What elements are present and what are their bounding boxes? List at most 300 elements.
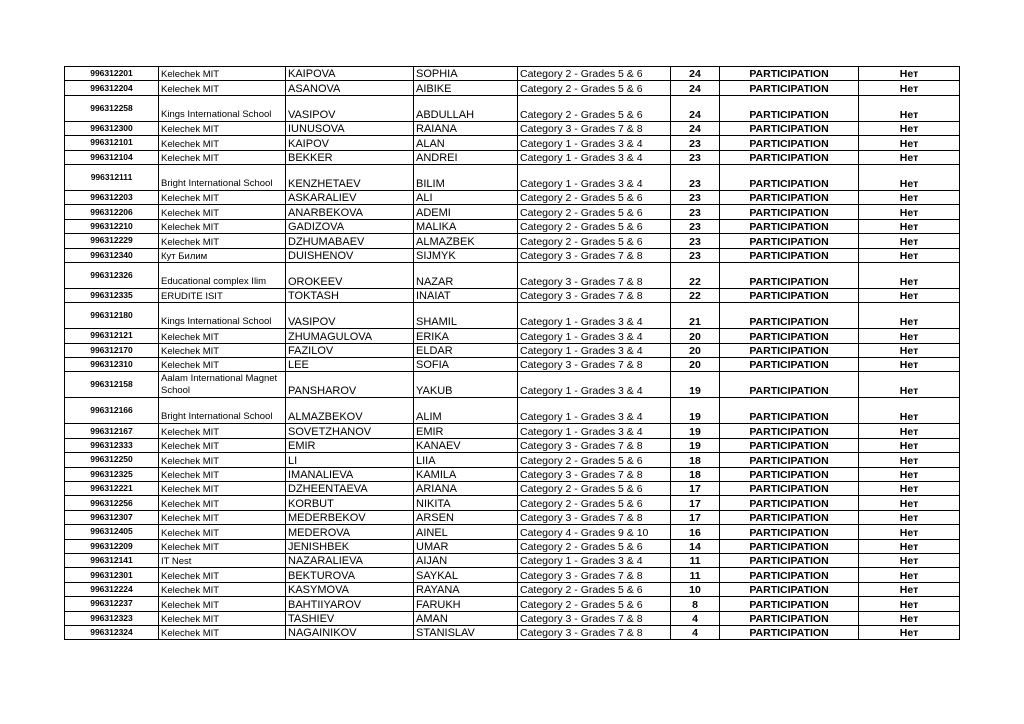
score-cell: 24 xyxy=(671,95,720,121)
category-cell: Category 1 - Grades 3 & 4 xyxy=(518,164,671,190)
category-cell: Category 2 - Grades 5 & 6 xyxy=(518,496,671,510)
table-row xyxy=(65,343,960,357)
table-row xyxy=(65,164,960,190)
note-cell: Нет xyxy=(859,205,960,219)
first-name-cell: STANISLAV xyxy=(414,625,518,639)
last-name-cell: ZHUMAGULOVA xyxy=(286,329,414,343)
table-row xyxy=(65,329,960,343)
note-cell: Нет xyxy=(859,398,960,424)
table-row xyxy=(65,597,960,611)
last-name-cell: PANSHAROV xyxy=(286,372,414,398)
last-name-cell: BEKKER xyxy=(286,150,414,164)
note-cell: Нет xyxy=(859,81,960,95)
award-cell: PARTICIPATION xyxy=(720,343,859,357)
score-cell: 23 xyxy=(671,205,720,219)
score-cell: 20 xyxy=(671,329,720,343)
school-name-cell: Kelechek MIT xyxy=(159,582,286,596)
first-name-cell: SAYKAL xyxy=(414,568,518,582)
student-id-cell: 996312158 xyxy=(65,372,159,398)
last-name-cell: EMIR xyxy=(286,438,414,452)
award-cell: PARTICIPATION xyxy=(720,205,859,219)
note-cell: Нет xyxy=(859,288,960,302)
student-id-cell: 996312405 xyxy=(65,525,159,539)
school-name-cell: IT Nest xyxy=(159,553,286,567)
note-cell: Нет xyxy=(859,234,960,248)
school-name-cell: Kelechek MIT xyxy=(159,438,286,452)
last-name-cell: DZHUMABAEV xyxy=(286,234,414,248)
score-cell: 20 xyxy=(671,343,720,357)
first-name-cell: SHAMIL xyxy=(414,303,518,329)
school-name-cell: Kelechek MIT xyxy=(159,136,286,150)
school-name-cell: Kelechek MIT xyxy=(159,150,286,164)
table-row xyxy=(65,424,960,438)
category-cell: Category 1 - Grades 3 & 4 xyxy=(518,303,671,329)
student-id-cell: 996312326 xyxy=(65,262,159,288)
table-row xyxy=(65,121,960,135)
student-id-cell: 996312209 xyxy=(65,539,159,553)
score-cell: 17 xyxy=(671,482,720,496)
last-name-cell: MEDEROVA xyxy=(286,525,414,539)
table-row xyxy=(65,81,960,95)
score-cell: 17 xyxy=(671,510,720,524)
table-body xyxy=(65,67,960,640)
student-id-cell: 996312101 xyxy=(65,136,159,150)
first-name-cell: EMIR xyxy=(414,424,518,438)
note-cell: Нет xyxy=(859,136,960,150)
table-row xyxy=(65,262,960,288)
table-row xyxy=(65,611,960,625)
category-cell: Category 3 - Grades 7 & 8 xyxy=(518,438,671,452)
first-name-cell: SIJMYK xyxy=(414,248,518,262)
last-name-cell: ANARBEKOVA xyxy=(286,205,414,219)
table-row xyxy=(65,398,960,424)
note-cell: Нет xyxy=(859,582,960,596)
award-cell: PARTICIPATION xyxy=(720,234,859,248)
score-cell: 23 xyxy=(671,248,720,262)
award-cell: PARTICIPATION xyxy=(720,611,859,625)
category-cell: Category 3 - Grades 7 & 8 xyxy=(518,358,671,372)
student-id-cell: 996312333 xyxy=(65,438,159,452)
last-name-cell: VASIPOV xyxy=(286,95,414,121)
category-cell: Category 3 - Grades 7 & 8 xyxy=(518,467,671,481)
table-row xyxy=(65,582,960,596)
note-cell: Нет xyxy=(859,467,960,481)
table-row xyxy=(65,190,960,204)
student-id-cell: 996312166 xyxy=(65,398,159,424)
note-cell: Нет xyxy=(859,372,960,398)
school-name-cell: Kelechek MIT xyxy=(159,205,286,219)
score-cell: 11 xyxy=(671,568,720,582)
last-name-cell: TASHIEV xyxy=(286,611,414,625)
score-cell: 22 xyxy=(671,288,720,302)
category-cell: Category 3 - Grades 7 & 8 xyxy=(518,625,671,639)
score-cell: 14 xyxy=(671,539,720,553)
category-cell: Category 3 - Grades 7 & 8 xyxy=(518,611,671,625)
last-name-cell: IMANALIEVA xyxy=(286,467,414,481)
last-name-cell: VASIPOV xyxy=(286,303,414,329)
note-cell: Нет xyxy=(859,329,960,343)
last-name-cell: ALMAZBEKOV xyxy=(286,398,414,424)
category-cell: Category 2 - Grades 5 & 6 xyxy=(518,190,671,204)
student-id-cell: 996312204 xyxy=(65,81,159,95)
category-cell: Category 3 - Grades 7 & 8 xyxy=(518,568,671,582)
first-name-cell: AIBIKE xyxy=(414,81,518,95)
table-row xyxy=(65,288,960,302)
last-name-cell: BAHTIIYAROV xyxy=(286,597,414,611)
last-name-cell: NAZARALIEVA xyxy=(286,553,414,567)
student-id-cell: 996312201 xyxy=(65,67,159,81)
note-cell: Нет xyxy=(859,424,960,438)
table-row xyxy=(65,525,960,539)
award-cell: PARTICIPATION xyxy=(720,67,859,81)
award-cell: PARTICIPATION xyxy=(720,372,859,398)
table-row xyxy=(65,438,960,452)
last-name-cell: KASYMOVA xyxy=(286,582,414,596)
score-cell: 23 xyxy=(671,190,720,204)
student-id-cell: 996312210 xyxy=(65,219,159,233)
note-cell: Нет xyxy=(859,303,960,329)
table-row xyxy=(65,205,960,219)
note-cell: Нет xyxy=(859,219,960,233)
last-name-cell: MEDERBEKOV xyxy=(286,510,414,524)
note-cell: Нет xyxy=(859,625,960,639)
note-cell: Нет xyxy=(859,67,960,81)
score-cell: 24 xyxy=(671,121,720,135)
award-cell: PARTICIPATION xyxy=(720,539,859,553)
student-id-cell: 996312258 xyxy=(65,95,159,121)
score-cell: 21 xyxy=(671,303,720,329)
category-cell: Category 2 - Grades 5 & 6 xyxy=(518,205,671,219)
note-cell: Нет xyxy=(859,597,960,611)
note-cell: Нет xyxy=(859,438,960,452)
score-cell: 24 xyxy=(671,81,720,95)
category-cell: Category 2 - Grades 5 & 6 xyxy=(518,597,671,611)
school-name-cell: Kelechek MIT xyxy=(159,67,286,81)
score-cell: 19 xyxy=(671,438,720,452)
note-cell: Нет xyxy=(859,262,960,288)
last-name-cell: BEKTUROVA xyxy=(286,568,414,582)
last-name-cell: FAZILOV xyxy=(286,343,414,357)
first-name-cell: UMAR xyxy=(414,539,518,553)
last-name-cell: KENZHETAEV xyxy=(286,164,414,190)
school-name-cell: Kelechek MIT xyxy=(159,568,286,582)
award-cell: PARTICIPATION xyxy=(720,303,859,329)
score-cell: 19 xyxy=(671,398,720,424)
student-id-cell: 996312335 xyxy=(65,288,159,302)
award-cell: PARTICIPATION xyxy=(720,525,859,539)
category-cell: Category 2 - Grades 5 & 6 xyxy=(518,67,671,81)
table-row xyxy=(65,372,960,398)
first-name-cell: NAZAR xyxy=(414,262,518,288)
school-name-cell: Kelechek MIT xyxy=(159,496,286,510)
school-name-cell: Kelechek MIT xyxy=(159,343,286,357)
first-name-cell: ABDULLAH xyxy=(414,95,518,121)
school-name-cell: ERUDITE ISIT xyxy=(159,288,286,302)
note-cell: Нет xyxy=(859,453,960,467)
student-id-cell: 996312237 xyxy=(65,597,159,611)
note-cell: Нет xyxy=(859,496,960,510)
last-name-cell: ASANOVA xyxy=(286,81,414,95)
first-name-cell: KAMILA xyxy=(414,467,518,481)
award-cell: PARTICIPATION xyxy=(720,248,859,262)
school-name-cell: Kelechek MIT xyxy=(159,329,286,343)
score-cell: 24 xyxy=(671,67,720,81)
student-id-cell: 996312141 xyxy=(65,553,159,567)
student-id-cell: 996312325 xyxy=(65,467,159,481)
award-cell: PARTICIPATION xyxy=(720,81,859,95)
score-cell: 17 xyxy=(671,496,720,510)
score-cell: 10 xyxy=(671,582,720,596)
first-name-cell: RAYANA xyxy=(414,582,518,596)
note-cell: Нет xyxy=(859,248,960,262)
school-name-cell: Kelechek MIT xyxy=(159,424,286,438)
score-cell: 4 xyxy=(671,625,720,639)
last-name-cell: KAIPOVA xyxy=(286,67,414,81)
score-cell: 22 xyxy=(671,262,720,288)
school-name-cell: Educational complex Ilim xyxy=(159,262,286,288)
note-cell: Нет xyxy=(859,482,960,496)
category-cell: Category 2 - Grades 5 & 6 xyxy=(518,95,671,121)
award-cell: PARTICIPATION xyxy=(720,582,859,596)
note-cell: Нет xyxy=(859,343,960,357)
category-cell: Category 3 - Grades 7 & 8 xyxy=(518,262,671,288)
category-cell: Category 1 - Grades 3 & 4 xyxy=(518,136,671,150)
award-cell: PARTICIPATION xyxy=(720,121,859,135)
table-row xyxy=(65,358,960,372)
first-name-cell: INAIAT xyxy=(414,288,518,302)
award-cell: PARTICIPATION xyxy=(720,358,859,372)
award-cell: PARTICIPATION xyxy=(720,262,859,288)
school-name-cell: Kelechek MIT xyxy=(159,482,286,496)
student-id-cell: 996312323 xyxy=(65,611,159,625)
table-row xyxy=(65,248,960,262)
last-name-cell: NAGAINIKOV xyxy=(286,625,414,639)
category-cell: Category 1 - Grades 3 & 4 xyxy=(518,150,671,164)
note-cell: Нет xyxy=(859,539,960,553)
student-id-cell: 996312170 xyxy=(65,343,159,357)
school-name-cell: Kelechek MIT xyxy=(159,597,286,611)
note-cell: Нет xyxy=(859,95,960,121)
school-name-cell: Bright International School xyxy=(159,164,286,190)
first-name-cell: AIJAN xyxy=(414,553,518,567)
school-name-cell: Kelechek MIT xyxy=(159,453,286,467)
table-row xyxy=(65,482,960,496)
score-cell: 23 xyxy=(671,164,720,190)
school-name-cell: Kelechek MIT xyxy=(159,625,286,639)
first-name-cell: AMAN xyxy=(414,611,518,625)
first-name-cell: MALIKA xyxy=(414,219,518,233)
school-name-cell: Kelechek MIT xyxy=(159,81,286,95)
school-name-cell: Kings International School xyxy=(159,303,286,329)
last-name-cell: GADIZOVA xyxy=(286,219,414,233)
first-name-cell: ALMAZBEK xyxy=(414,234,518,248)
first-name-cell: KANAEV xyxy=(414,438,518,452)
award-cell: PARTICIPATION xyxy=(720,467,859,481)
student-id-cell: 996312300 xyxy=(65,121,159,135)
score-cell: 4 xyxy=(671,611,720,625)
category-cell: Category 1 - Grades 3 & 4 xyxy=(518,372,671,398)
school-name-cell: Kelechek MIT xyxy=(159,219,286,233)
school-name-cell: Kelechek MIT xyxy=(159,121,286,135)
category-cell: Category 2 - Grades 5 & 6 xyxy=(518,539,671,553)
student-id-cell: 996312310 xyxy=(65,358,159,372)
award-cell: PARTICIPATION xyxy=(720,398,859,424)
category-cell: Category 3 - Grades 7 & 8 xyxy=(518,121,671,135)
first-name-cell: ANDREI xyxy=(414,150,518,164)
award-cell: PARTICIPATION xyxy=(720,150,859,164)
note-cell: Нет xyxy=(859,358,960,372)
table-row xyxy=(65,625,960,639)
student-id-cell: 996312301 xyxy=(65,568,159,582)
table-row xyxy=(65,510,960,524)
first-name-cell: ALAN xyxy=(414,136,518,150)
note-cell: Нет xyxy=(859,190,960,204)
table-row xyxy=(65,136,960,150)
student-id-cell: 996312250 xyxy=(65,453,159,467)
student-id-cell: 996312307 xyxy=(65,510,159,524)
last-name-cell: DUISHENOV xyxy=(286,248,414,262)
award-cell: PARTICIPATION xyxy=(720,625,859,639)
first-name-cell: BILIM xyxy=(414,164,518,190)
first-name-cell: YAKUB xyxy=(414,372,518,398)
score-cell: 23 xyxy=(671,136,720,150)
award-cell: PARTICIPATION xyxy=(720,496,859,510)
first-name-cell: LIIA xyxy=(414,453,518,467)
student-id-cell: 996312324 xyxy=(65,625,159,639)
table-row xyxy=(65,568,960,582)
last-name-cell: KORBUT xyxy=(286,496,414,510)
last-name-cell: IUNUSOVA xyxy=(286,121,414,135)
school-name-cell: Aalam International Magnet School xyxy=(159,372,286,398)
school-name-cell: Bright International School xyxy=(159,398,286,424)
note-cell: Нет xyxy=(859,553,960,567)
last-name-cell: DZHEENTAEVA xyxy=(286,482,414,496)
award-cell: PARTICIPATION xyxy=(720,482,859,496)
student-id-cell: 996312111 xyxy=(65,164,159,190)
category-cell: Category 2 - Grades 5 & 6 xyxy=(518,482,671,496)
first-name-cell: ARSEN xyxy=(414,510,518,524)
last-name-cell: TOKTASH xyxy=(286,288,414,302)
results-table xyxy=(64,66,960,640)
student-id-cell: 996312206 xyxy=(65,205,159,219)
score-cell: 23 xyxy=(671,234,720,248)
first-name-cell: ALI xyxy=(414,190,518,204)
school-name-cell: Kelechek MIT xyxy=(159,467,286,481)
score-cell: 8 xyxy=(671,597,720,611)
award-cell: PARTICIPATION xyxy=(720,329,859,343)
table-row xyxy=(65,539,960,553)
school-name-cell: Kelechek MIT xyxy=(159,525,286,539)
note-cell: Нет xyxy=(859,164,960,190)
score-cell: 20 xyxy=(671,358,720,372)
school-name-cell: Kelechek MIT xyxy=(159,510,286,524)
category-cell: Category 1 - Grades 3 & 4 xyxy=(518,424,671,438)
award-cell: PARTICIPATION xyxy=(720,95,859,121)
award-cell: PARTICIPATION xyxy=(720,553,859,567)
student-id-cell: 996312121 xyxy=(65,329,159,343)
score-cell: 23 xyxy=(671,219,720,233)
student-id-cell: 996312229 xyxy=(65,234,159,248)
category-cell: Category 4 - Grades 9 & 10 xyxy=(518,525,671,539)
table-row xyxy=(65,95,960,121)
category-cell: Category 3 - Grades 7 & 8 xyxy=(518,288,671,302)
note-cell: Нет xyxy=(859,510,960,524)
note-cell: Нет xyxy=(859,525,960,539)
category-cell: Category 1 - Grades 3 & 4 xyxy=(518,553,671,567)
award-cell: PARTICIPATION xyxy=(720,164,859,190)
last-name-cell: LI xyxy=(286,453,414,467)
score-cell: 11 xyxy=(671,553,720,567)
table-row xyxy=(65,219,960,233)
score-cell: 16 xyxy=(671,525,720,539)
table-row xyxy=(65,303,960,329)
category-cell: Category 3 - Grades 7 & 8 xyxy=(518,248,671,262)
first-name-cell: SOFIA xyxy=(414,358,518,372)
school-name-cell: Kelechek MIT xyxy=(159,190,286,204)
note-cell: Нет xyxy=(859,150,960,164)
score-cell: 19 xyxy=(671,424,720,438)
note-cell: Нет xyxy=(859,568,960,582)
table-row xyxy=(65,67,960,81)
award-cell: PARTICIPATION xyxy=(720,219,859,233)
first-name-cell: AINEL xyxy=(414,525,518,539)
score-cell: 19 xyxy=(671,372,720,398)
award-cell: PARTICIPATION xyxy=(720,453,859,467)
award-cell: PARTICIPATION xyxy=(720,288,859,302)
category-cell: Category 1 - Grades 3 & 4 xyxy=(518,329,671,343)
school-name-cell: Kelechek MIT xyxy=(159,358,286,372)
student-id-cell: 996312167 xyxy=(65,424,159,438)
student-id-cell: 996312340 xyxy=(65,248,159,262)
student-id-cell: 996312256 xyxy=(65,496,159,510)
award-cell: PARTICIPATION xyxy=(720,568,859,582)
category-cell: Category 3 - Grades 7 & 8 xyxy=(518,510,671,524)
category-cell: Category 2 - Grades 5 & 6 xyxy=(518,234,671,248)
first-name-cell: RAIANA xyxy=(414,121,518,135)
student-id-cell: 996312224 xyxy=(65,582,159,596)
award-cell: PARTICIPATION xyxy=(720,136,859,150)
student-id-cell: 996312221 xyxy=(65,482,159,496)
first-name-cell: NIKITA xyxy=(414,496,518,510)
school-name-cell: Kelechek MIT xyxy=(159,539,286,553)
score-cell: 18 xyxy=(671,467,720,481)
student-id-cell: 996312180 xyxy=(65,303,159,329)
category-cell: Category 2 - Grades 5 & 6 xyxy=(518,453,671,467)
score-cell: 23 xyxy=(671,150,720,164)
table-row xyxy=(65,496,960,510)
first-name-cell: SOPHIA xyxy=(414,67,518,81)
first-name-cell: ERIKA xyxy=(414,329,518,343)
table-row xyxy=(65,234,960,248)
award-cell: PARTICIPATION xyxy=(720,438,859,452)
last-name-cell: JENISHBEK xyxy=(286,539,414,553)
category-cell: Category 2 - Grades 5 & 6 xyxy=(518,81,671,95)
award-cell: PARTICIPATION xyxy=(720,424,859,438)
school-name-cell: Кут Билим xyxy=(159,248,286,262)
school-name-cell: Kelechek MIT xyxy=(159,611,286,625)
table-row xyxy=(65,453,960,467)
first-name-cell: ADEMI xyxy=(414,205,518,219)
first-name-cell: ARIANA xyxy=(414,482,518,496)
note-cell: Нет xyxy=(859,611,960,625)
award-cell: PARTICIPATION xyxy=(720,510,859,524)
last-name-cell: ASKARALIEV xyxy=(286,190,414,204)
student-id-cell: 996312203 xyxy=(65,190,159,204)
last-name-cell: OROKEEV xyxy=(286,262,414,288)
last-name-cell: KAIPOV xyxy=(286,136,414,150)
school-name-cell: Kelechek MIT xyxy=(159,234,286,248)
last-name-cell: SOVETZHANOV xyxy=(286,424,414,438)
